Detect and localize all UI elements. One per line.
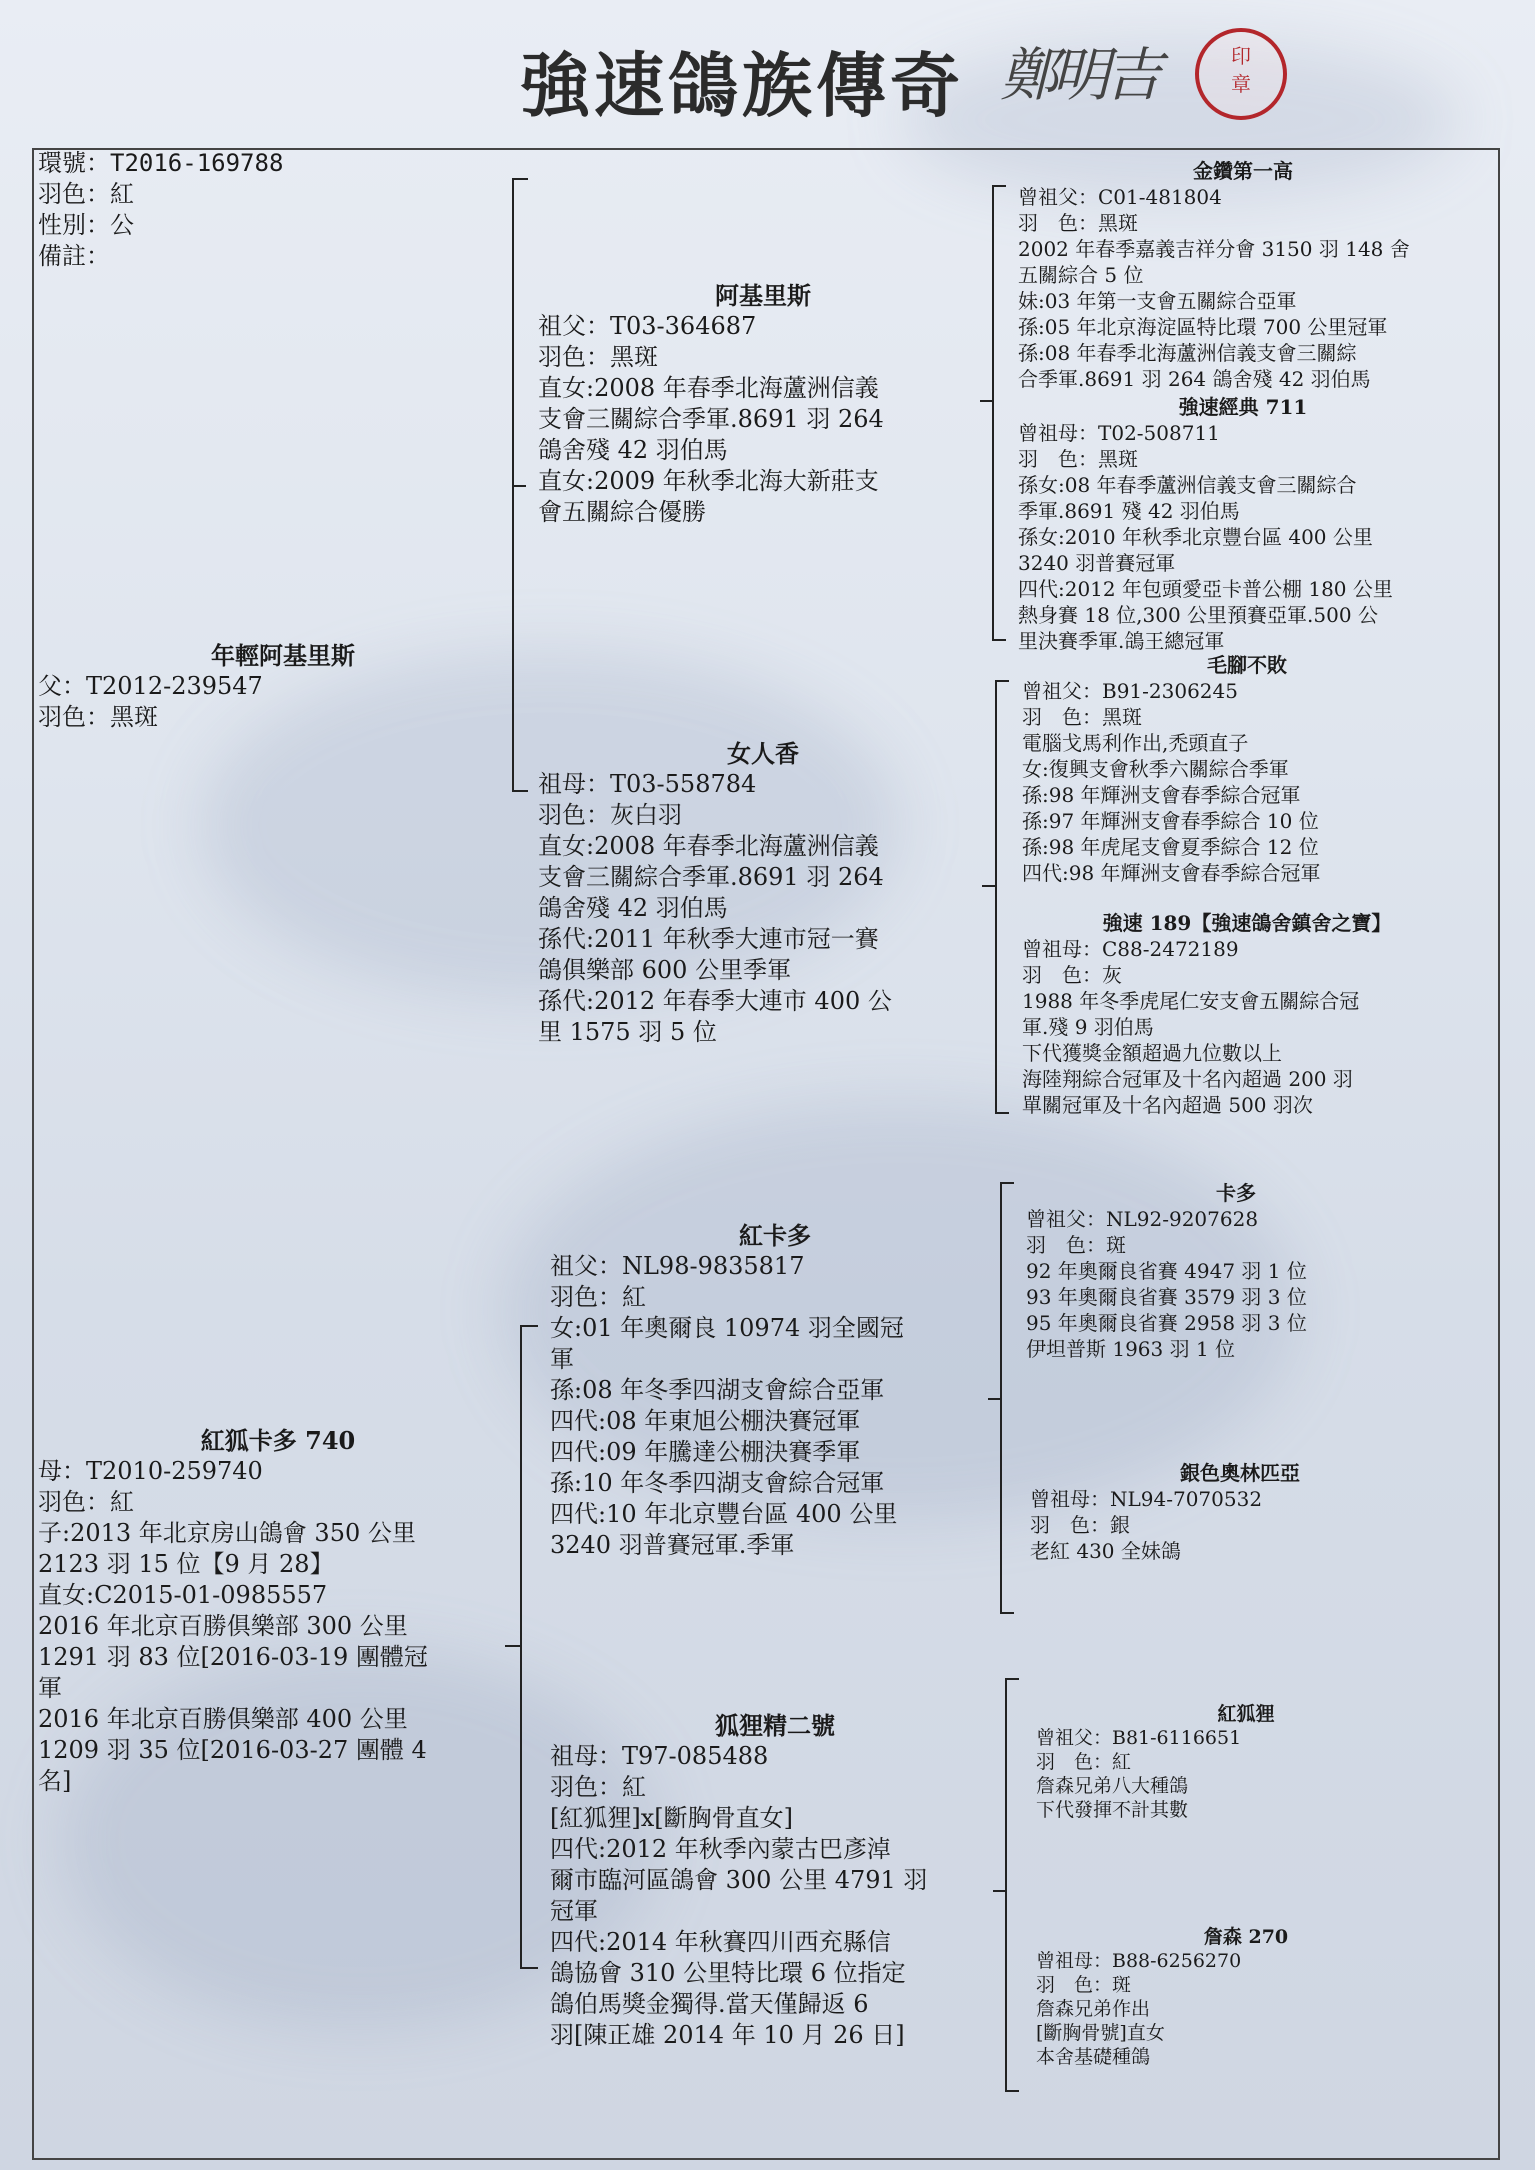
- great-grandparent-line: 里決賽季軍.鴿王總冠軍: [1018, 629, 1225, 653]
- great-grandparent-line: 下代獲獎金額超過九位數以上: [1022, 1041, 1282, 1065]
- grandparent-line: 孫:10 年冬季四湖支會綜合冠軍: [550, 1469, 885, 1497]
- dam-line: 母：T2010-259740: [38, 1457, 263, 1485]
- dam-line: 軍: [38, 1674, 62, 1702]
- great-grandparent-line: 女:復興支會秋季六關綜合季軍: [1022, 757, 1289, 781]
- dam-line: 2123 羽 15 位【9 月 28】: [38, 1550, 334, 1578]
- connector-dam: [505, 1645, 520, 1647]
- great-grandsire-dds-block: [1036, 1702, 1456, 1822]
- grandparent-line: 孫代:2011 年秋季大連市冠一賽: [538, 925, 879, 953]
- great-grandparent-line: 羽 色：紅: [1036, 1751, 1132, 1773]
- great-grandparent-line: 曾祖母：T02-508711: [1018, 421, 1220, 445]
- great-grandparent-line: 曾祖父：B81-6116651: [1036, 1727, 1242, 1749]
- grandsire-sire-side-block: [538, 280, 988, 528]
- great-grandparent-line: 羽 色：斑: [1036, 1974, 1132, 1996]
- grandparent-line: 會五關綜合優勝: [538, 498, 706, 526]
- grandparent-name: 狐狸精二號: [715, 1711, 835, 1740]
- great-grandparent-line: 羽 色：銀: [1030, 1513, 1130, 1537]
- great-grandparent-name: 卡多: [1216, 1181, 1256, 1205]
- grandparent-line: 祖父：T03-364687: [538, 312, 757, 340]
- dam-line: 直女:C2015-01-0985557: [38, 1581, 328, 1609]
- great-grandparent-line: 曾祖父：C01-481804: [1018, 185, 1222, 209]
- sire-line: 羽色：黑斑: [38, 703, 158, 731]
- grandparent-line: 祖父：NL98-9835817: [550, 1252, 805, 1280]
- great-grandparent-line: 羽 色：黑斑: [1022, 705, 1142, 729]
- bracket-ds: [1000, 1182, 1014, 1614]
- great-grandparent-line: 五關綜合 5 位: [1018, 263, 1144, 287]
- sire-block: [38, 640, 528, 733]
- great-grandparent-name: 詹森 270: [1203, 1926, 1289, 1948]
- grandparent-line: 羽色：紅: [550, 1773, 646, 1801]
- grandparent-line: 孫:08 年冬季四湖支會綜合亞軍: [550, 1376, 885, 1404]
- dam-line: 2016 年北京百勝俱樂部 300 公里: [38, 1612, 408, 1640]
- grandparent-line: 羽[陳正雄 2014 年 10 月 26 日]: [550, 2021, 905, 2049]
- great-grandparent-line: 合季軍.8691 羽 264 鴿舍殘 42 羽伯馬: [1018, 367, 1371, 391]
- great-grandparent-line: 四代:98 年輝洲支會春季綜合冠軍: [1022, 861, 1321, 885]
- great-grandparent-line: 單關冠軍及十名內超過 500 羽次: [1022, 1093, 1313, 1117]
- great-grandparent-line: 本舍基礎種鴿: [1036, 2046, 1151, 2068]
- great-grandparent-line: 季軍.8691 殘 42 羽伯馬: [1018, 499, 1240, 523]
- grandparent-line: 四代:2012 年秋季內蒙古巴彥淖: [550, 1835, 891, 1863]
- dam-name: 紅狐卡多 740: [200, 1426, 356, 1455]
- great-grandparent-line: 曾祖父：NL92-9207628: [1026, 1207, 1259, 1231]
- subject-sex: 性別：公: [38, 211, 134, 239]
- great-grandparent-line: 曾祖母：NL94-7070532: [1030, 1487, 1263, 1511]
- great-grandparent-name: 強速 189【強速鴿舍鎮舍之寶】: [1102, 911, 1392, 935]
- great-grandparent-name: 紅狐狸: [1217, 1703, 1275, 1725]
- great-grandparent-line: 孫女:2010 年秋季北京豐台區 400 公里: [1018, 525, 1373, 549]
- great-grandparent-line: 伊坦普斯 1963 羽 1 位: [1026, 1337, 1236, 1361]
- grandparent-line: 支會三關綜合季軍.8691 羽 264: [538, 405, 884, 433]
- great-grandparent-line: 下代發揮不計其數: [1036, 1799, 1189, 1821]
- bracket-dd: [1005, 1678, 1019, 2092]
- grandparent-line: 冠軍: [550, 1897, 598, 1925]
- dam-line: 1291 羽 83 位[2016-03-19 團體冠: [38, 1643, 428, 1671]
- great-grandparent-line: 熱身賽 18 位,300 公里預賽亞軍.500 公: [1018, 603, 1378, 627]
- grandparent-line: 女:01 年奧爾良 10974 羽全國冠: [550, 1314, 904, 1342]
- dam-line: 名]: [38, 1767, 72, 1795]
- great-grandparent-line: [斷胸骨號]直女: [1036, 2022, 1165, 2044]
- great-grandparent-name: 毛腳不敗: [1207, 653, 1287, 677]
- handwritten-signature: 鄭明吉: [1000, 41, 1157, 109]
- great-grandparent-line: 孫:97 年輝洲支會春季綜合 10 位: [1022, 809, 1319, 833]
- great-granddam-ddd-block: [1036, 1925, 1456, 2069]
- great-grandparent-line: 詹森兄弟八大種鴿: [1036, 1775, 1189, 1797]
- great-grandsire-sds-block: [1022, 652, 1472, 886]
- page-title: 強速鴿族傳奇: [520, 45, 964, 127]
- great-grandparent-line: 95 年奧爾良省賽 2958 羽 3 位: [1026, 1311, 1307, 1335]
- grandparent-line: 羽色：黑斑: [538, 343, 658, 371]
- grandparent-name: 女人香: [727, 739, 799, 768]
- great-grandparent-line: 四代:2012 年包頭愛亞卡普公棚 180 公里: [1018, 577, 1393, 601]
- dam-line: 2016 年北京百勝俱樂部 400 公里: [38, 1705, 408, 1733]
- connector-sire-ss: [512, 485, 526, 487]
- great-grandparent-line: 2002 年春季嘉義吉祥分會 3150 羽 148 舍: [1018, 237, 1410, 261]
- grandparent-line: 祖母：T97-085488: [550, 1742, 769, 1770]
- grandparent-line: 鴿舍殘 42 羽伯馬: [538, 436, 728, 464]
- sire-name: 年輕阿基里斯: [211, 641, 355, 670]
- grandparent-line: 直女:2008 年春季北海蘆洲信義: [538, 374, 879, 402]
- dam-line: 子:2013 年北京房山鴿會 350 公里: [38, 1519, 416, 1547]
- connector-ds: [988, 1398, 1000, 1400]
- great-grandparent-line: 孫:08 年春季北海蘆洲信義支會三關綜: [1018, 341, 1357, 365]
- connector-ss: [980, 400, 992, 402]
- grandparent-line: 鴿俱樂部 600 公里季軍: [538, 956, 792, 984]
- great-grandparent-line: 曾祖母：C88-2472189: [1022, 937, 1239, 961]
- great-grandparent-line: 羽 色：黑斑: [1018, 211, 1138, 235]
- great-grandsire-dss-block: [1026, 1180, 1446, 1362]
- grandparent-line: 四代:10 年北京豐台區 400 公里: [550, 1500, 898, 1528]
- granddam-dam-side-block: [550, 1710, 1000, 2051]
- great-granddam-ssd-block: [1018, 394, 1468, 654]
- great-grandparent-line: 海陸翔綜合冠軍及十名內超過 200 羽: [1022, 1067, 1353, 1091]
- bracket-ss: [992, 185, 1006, 641]
- dam-block: [38, 1425, 518, 1797]
- great-grandparent-line: 孫:98 年虎尾支會夏季綜合 12 位: [1022, 835, 1319, 859]
- grandparent-line: 羽色：紅: [550, 1283, 646, 1311]
- great-grandparent-line: 孫女:08 年春季蘆洲信義支會三關綜合: [1018, 473, 1357, 497]
- great-grandparent-line: 曾祖母：B88-6256270: [1036, 1950, 1242, 1972]
- bracket-dam: [520, 1325, 538, 1969]
- great-grandparent-line: 羽 色：灰: [1022, 963, 1122, 987]
- grandparent-line: 里 1575 羽 5 位: [538, 1018, 717, 1046]
- grandparent-line: 四代:2014 年秋賽四川西充縣信: [550, 1928, 891, 1956]
- grandparent-line: [紅狐狸]x[斷胸骨直女]: [550, 1804, 793, 1832]
- grandparent-line: 孫代:2012 年春季大連市 400 公: [538, 987, 892, 1015]
- grandparent-line: 鴿協會 310 公里特比環 6 位指定: [550, 1959, 906, 1987]
- grandparent-line: 四代:08 年東旭公棚決賽冠軍: [550, 1407, 861, 1435]
- great-granddam-sdd-block: [1022, 910, 1472, 1118]
- grandparent-name: 阿基里斯: [715, 281, 811, 310]
- great-grandparent-line: 3240 羽普賽冠軍: [1018, 551, 1176, 575]
- subject-note: 備註：: [38, 242, 110, 270]
- grandparent-line: 直女:2008 年春季北海蘆洲信義: [538, 832, 879, 860]
- grandparent-line: 直女:2009 年秋季北海大新莊支: [538, 467, 879, 495]
- great-grandparent-line: 羽 色：斑: [1026, 1233, 1126, 1257]
- great-grandparent-line: 羽 色：黑斑: [1018, 447, 1138, 471]
- grandparent-line: 四代:09 年騰達公棚決賽季軍: [550, 1438, 861, 1466]
- great-grandparent-line: 電腦戈馬利作出,禿頭直子: [1022, 731, 1249, 755]
- great-grandparent-line: 孫:98 年輝洲支會春季綜合冠軍: [1022, 783, 1301, 807]
- great-grandparent-line: 軍.殘 9 羽伯馬: [1022, 1015, 1154, 1039]
- granddam-sire-side-block: [538, 738, 988, 1048]
- great-grandparent-line: 孫:05 年北京海淀區特比環 700 公里冠軍: [1018, 315, 1388, 339]
- grandparent-line: 3240 羽普賽冠軍.季軍: [550, 1531, 795, 1559]
- grandparent-line: 爾市臨河區鴿會 300 公里 4791 羽: [550, 1866, 928, 1894]
- grandparent-line: 支會三關綜合季軍.8691 羽 264: [538, 863, 884, 891]
- great-grandparent-name: 強速經典 711: [1178, 395, 1308, 419]
- great-grandparent-line: 妹:03 年第一支會五關綜合亞軍: [1018, 289, 1297, 313]
- grandparent-line: 羽色：灰白羽: [538, 801, 682, 829]
- subject-info: [38, 148, 283, 272]
- great-grandparent-line: 詹森兄弟作出: [1036, 1998, 1151, 2020]
- dam-line: 羽色：紅: [38, 1488, 134, 1516]
- sire-line: 父：T2012-239547: [38, 672, 263, 700]
- great-grandparent-line: 老紅 430 全妹鴿: [1030, 1539, 1181, 1563]
- great-grandparent-line: 93 年奧爾良省賽 3579 羽 3 位: [1026, 1285, 1307, 1309]
- grandparent-line: 祖母：T03-558784: [538, 770, 757, 798]
- great-grandparent-name: 金鑽第一高: [1193, 159, 1293, 183]
- great-granddam-dsd-block: [1030, 1460, 1450, 1564]
- connector-dd: [993, 1890, 1005, 1892]
- grandparent-name: 紅卡多: [739, 1221, 811, 1250]
- great-grandparent-line: 1988 年冬季虎尾仁安支會五關綜合冠: [1022, 989, 1360, 1013]
- grandparent-line: 軍: [550, 1345, 574, 1373]
- grandparent-line: 鴿伯馬獎金獨得.當天僅歸返 6: [550, 1990, 869, 2018]
- bracket-sd: [995, 680, 1009, 1114]
- subject-color: 羽色：紅: [38, 180, 134, 208]
- great-grandparent-name: 銀色奧林匹亞: [1180, 1461, 1300, 1485]
- dam-line: 1209 羽 35 位[2016-03-27 團體 4: [38, 1736, 427, 1764]
- subject-ring: 環號：T2016-169788: [38, 149, 284, 177]
- great-grandsire-sss-block: [1018, 158, 1468, 392]
- grandsire-dam-side-block: [550, 1220, 1000, 1561]
- great-grandparent-line: 曾祖父：B91-2306245: [1022, 679, 1238, 703]
- connector-sd: [982, 885, 995, 887]
- great-grandparent-line: 92 年奧爾良省賽 4947 羽 1 位: [1026, 1259, 1307, 1283]
- red-seal-stamp: 印 章: [1195, 28, 1287, 120]
- grandparent-line: 鴿舍殘 42 羽伯馬: [538, 894, 728, 922]
